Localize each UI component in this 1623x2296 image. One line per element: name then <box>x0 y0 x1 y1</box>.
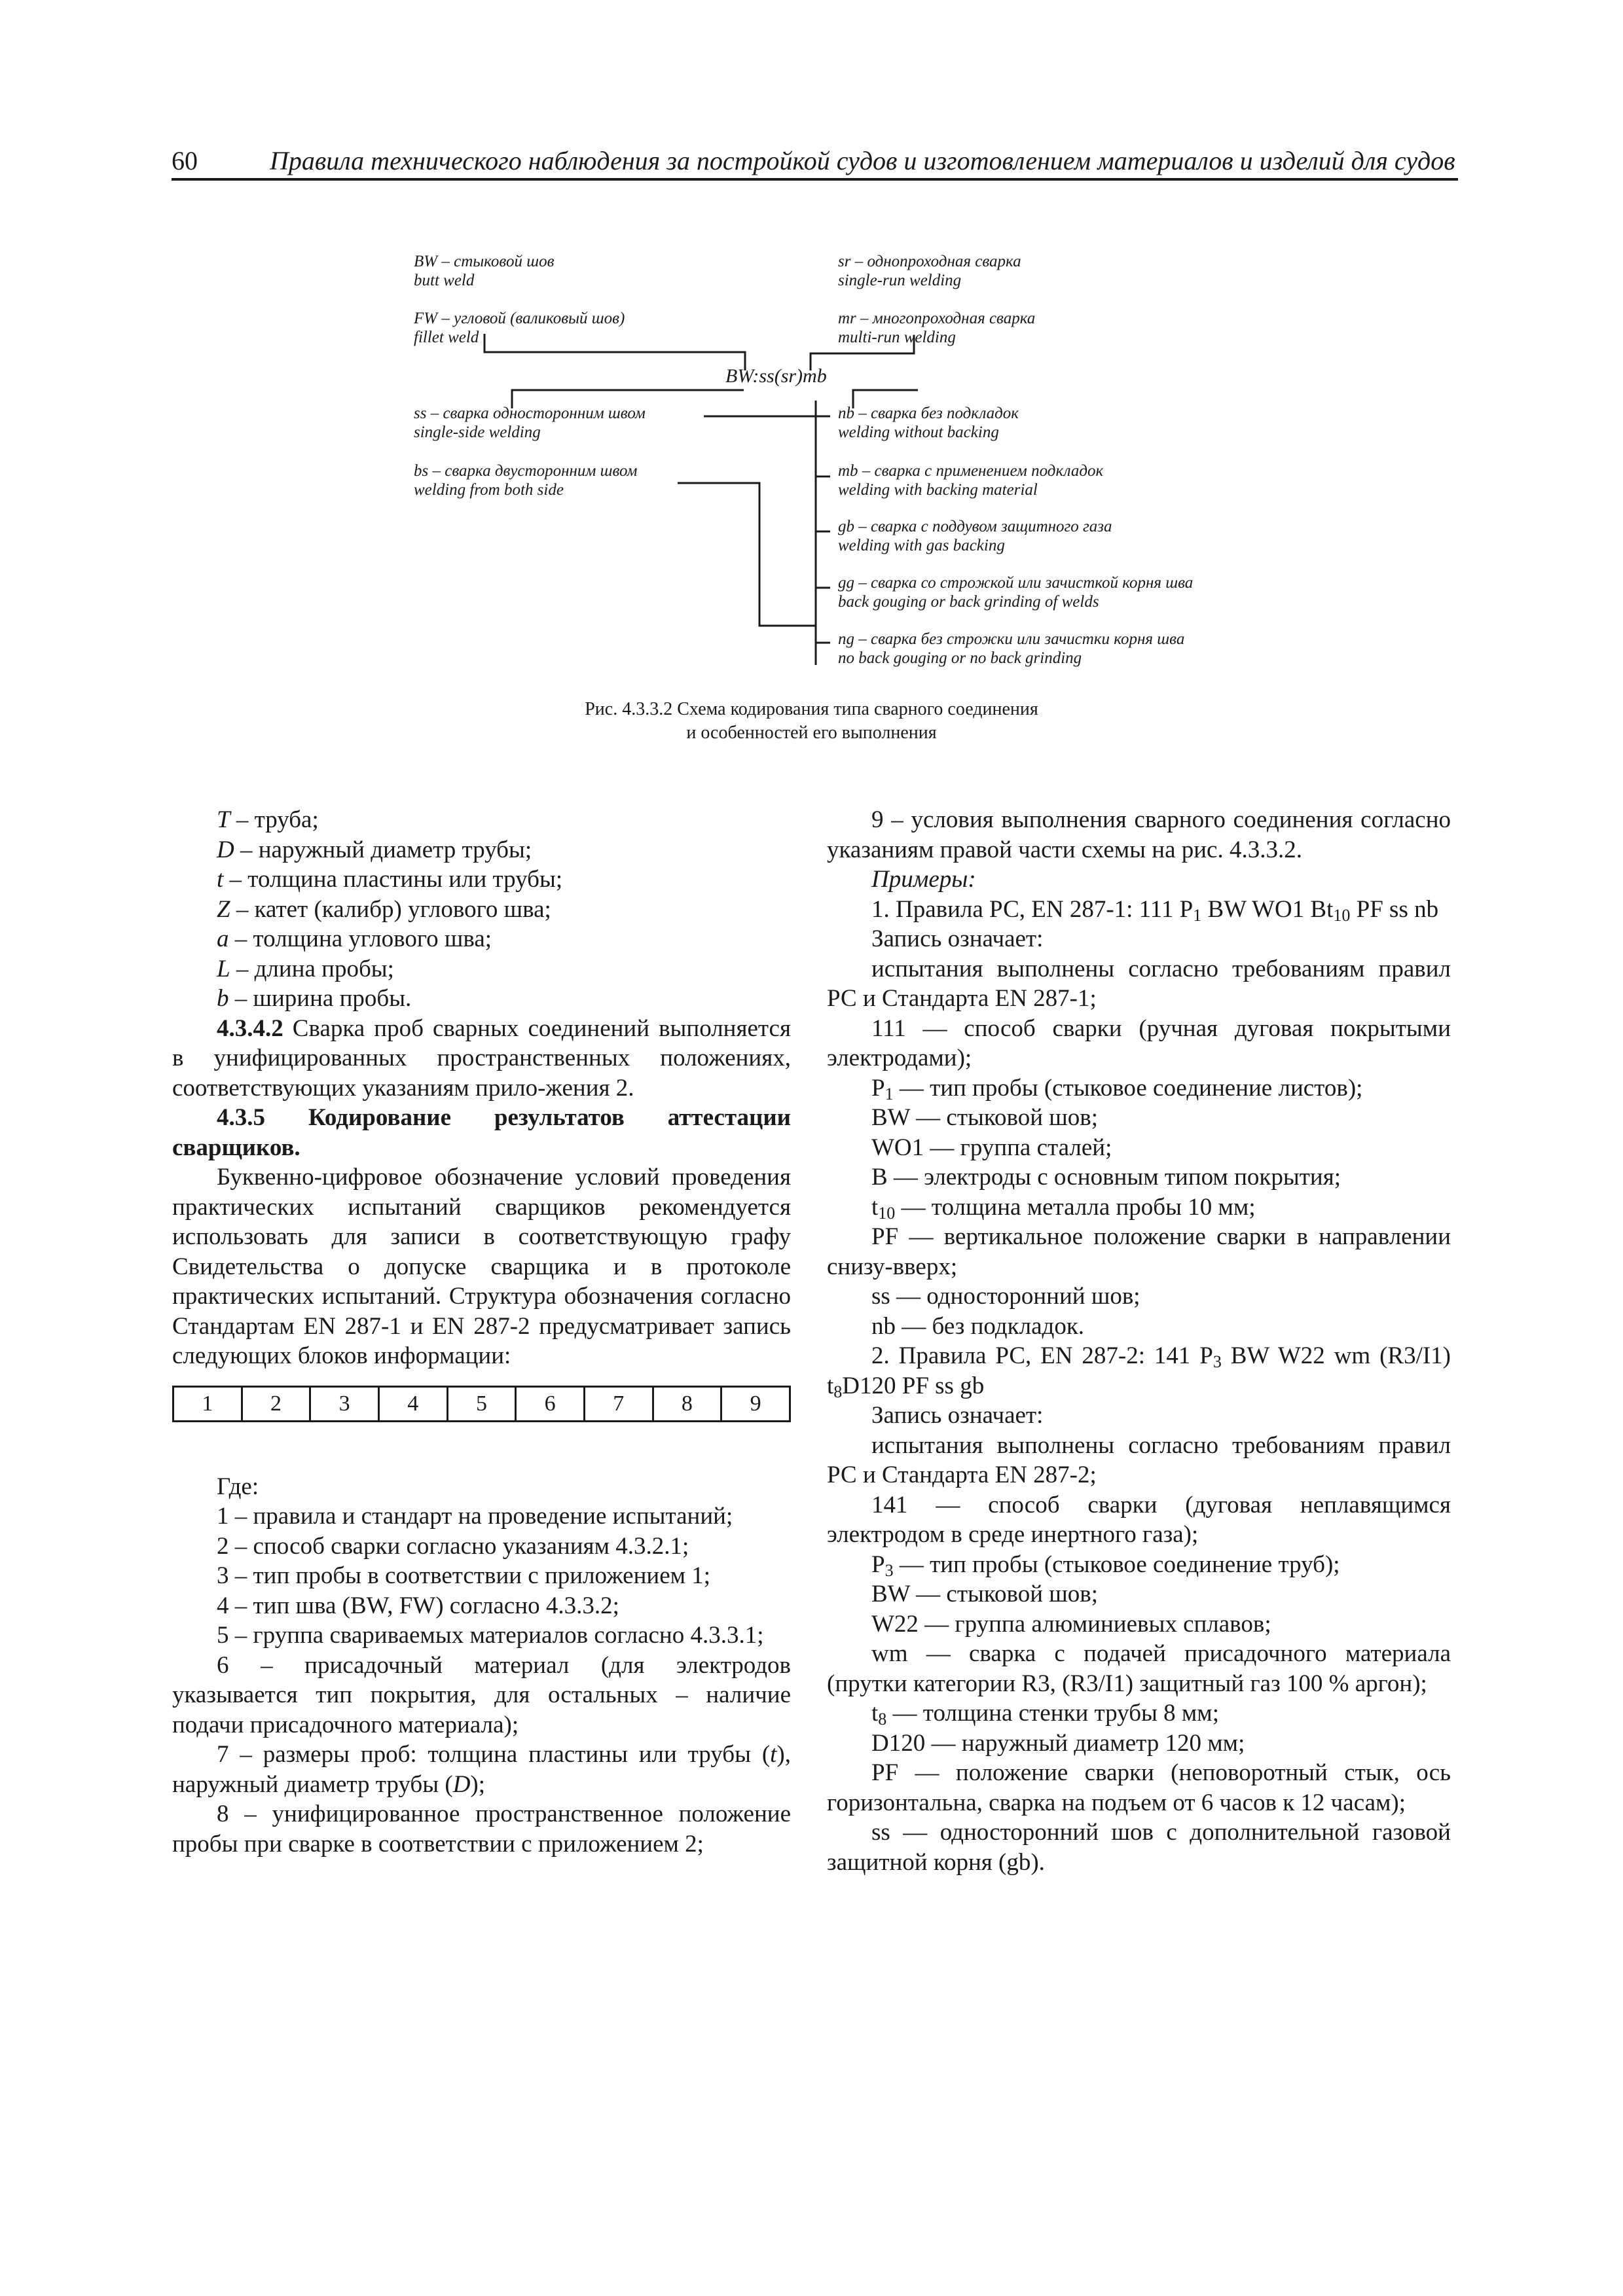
example-line: испытания выполнены согласно требованиям правил РС и Стандарта EN 287-1; <box>827 955 1451 1012</box>
definition-line: L – длина пробы; <box>217 955 394 982</box>
diagram-label-sr: sr – однопроходная сварка single-run welding <box>838 253 1021 289</box>
table-cell: 5 <box>447 1386 516 1421</box>
example-line: WO1 — группа сталей; <box>871 1134 1112 1161</box>
definition-line: Z – катет (калибр) углового шва; <box>217 895 551 923</box>
table-cell: 4 <box>378 1386 447 1421</box>
record-means-label: Запись означает: <box>871 1402 1044 1429</box>
definition-line: t – толщина пластины или трубы; <box>217 866 563 893</box>
diagram-label-mr: mr – многопроходная сварка multi-run welding <box>838 310 1036 346</box>
example-line: BW — стыковой шов; <box>871 1104 1098 1131</box>
list-item: 8 – унифицированное пространственное положение пробы при сварке в соответствии с приложением 2; <box>172 1801 791 1857</box>
right-column <box>827 805 1451 1877</box>
diagram-label-bs: bs – сварка двусторонним швом welding from both side <box>414 462 638 499</box>
diagram-label-fw: FW – угловой (валиковый шов) fillet weld <box>414 310 625 346</box>
table-cell: 9 <box>721 1386 790 1421</box>
page-number: 60 <box>172 146 198 175</box>
connector-bs <box>678 483 816 626</box>
figure-caption: Рис. 4.3.3.2 Схема кодирования типа сварного соединения и особенностей его выполнения <box>585 699 1038 743</box>
table-cell: 6 <box>516 1386 585 1421</box>
section-heading-4-3-5: 4.3.5 Кодирование результатов аттестации сварщиков. <box>172 1104 791 1161</box>
diagram-center-code: BW:ss(sr)mb <box>725 365 827 387</box>
definition-line: b – ширина пробы. <box>217 985 412 1012</box>
diagram-label-nb: nb – сварка без подкладок welding without backing <box>838 404 1019 441</box>
example-line: W22 — группа алюминиевых сплавов; <box>871 1610 1271 1638</box>
paragraph-intro: Буквенно-цифровое обозначение условий проведения практических испытаний сварщиков рекомендуется использовать для записи в соответствующую графу Свидетельства о допуске сварщика и в протоколе практических испытаний. Структура обозначения согласно Стандартам EN 287-1 и EN 287-2 предусматривает запись следующих блоков информации: <box>172 1164 791 1369</box>
list-item: 2 – способ сварки согласно указаниям 4.3.2.1; <box>217 1532 689 1560</box>
diagram-label-bw: BW – стыковой шов butt weld <box>414 253 555 289</box>
example-line: ss — односторонний шов; <box>871 1283 1140 1310</box>
definition-line: T – труба; <box>217 806 319 833</box>
list-item: 5 – группа свариваемых материалов согласно 4.3.3.1; <box>217 1622 764 1649</box>
example-line: B — электроды с основным типом покрытия; <box>871 1164 1341 1191</box>
definition-line: a – толщина углового шва; <box>217 925 492 952</box>
table-cell: 8 <box>653 1386 721 1421</box>
example-line: $P_3$ — тип пробы (стыковое соединение труб); <box>871 1551 1340 1580</box>
example-line: PF — вертикальное положение сварки в направлении снизу-вверх; <box>827 1223 1451 1280</box>
list-item: 9 – условия выполнения сварного соединения согласно указаниям правой части схемы на рис. 4.3.3.2. <box>827 806 1451 863</box>
paragraph-4-3-4-2: 4.3.4.2 Сварка проб сварных соединений выполняется в унифицированных пространственных положениях, соответствующих указаниям прило-жения 2. <box>172 1014 791 1102</box>
example-line: $t_8$ — толщина стенки трубы 8 мм; <box>871 1700 1219 1729</box>
example-1-code: 1. Правила РС, EN 287-1: 111 $P_1$ BW WO1 $Bt_{10}$ PF ss nb <box>871 895 1439 925</box>
example-line: wm — сварка с подачей присадочного материала (прутки категории R3, (R3/I1) защитный газ 100 % аргон); <box>827 1640 1451 1697</box>
example-line: 141 — способ сварки (дуговая неплавящимся электродом в среде инертного газа); <box>827 1491 1451 1548</box>
list-item: 3 – тип пробы в соответствии с приложением 1; <box>217 1562 711 1589</box>
example-line: nb — без подкладок. <box>871 1312 1085 1340</box>
list-item: 7 – размеры проб: толщина пластины или трубы (t), наружный диаметр трубы (D); <box>172 1741 791 1798</box>
definition-line: D – наружный диаметр трубы; <box>217 836 532 863</box>
example-2-code: 2. Правила РС, EN 287-2: 141 $P_3$ BW W22 wm (R3/I1) $t_8D120$ PF ss gb <box>827 1342 1451 1401</box>
example-line: $t_{10}$ — толщина металла пробы 10 мм; <box>871 1193 1256 1223</box>
diagram-label-gb: gb – сварка с поддувом защитного газа welding with gas backing <box>838 518 1112 554</box>
where-label: Где: <box>217 1473 259 1500</box>
example-line: D120 — наружный диаметр 120 мм; <box>871 1729 1245 1757</box>
left-column <box>172 805 791 1859</box>
list-item: 4 – тип шва (BW, FW) согласно 4.3.3.2; <box>217 1592 619 1619</box>
example-line: ss — односторонний шов с дополнительной газовой защитной корня (gb). <box>827 1819 1451 1876</box>
info-blocks-table <box>172 1386 791 1422</box>
example-line: $P_1$ — тип пробы (стыковое соединение листов); <box>871 1074 1363 1103</box>
table-cell: 7 <box>584 1386 653 1421</box>
list-item: 6 – присадочный материал (для электродов указывается тип покрытия, для остальных – наличие подачи присадочного материала); <box>172 1651 791 1738</box>
table-cell: 1 <box>173 1386 242 1421</box>
diagram-label-gg: gg – сварка со строжкой или зачисткой корня шва back gouging or back grinding of welds <box>838 574 1194 611</box>
diagram-label-mb: mb – сварка с применением подкладок welding with backing material <box>838 462 1104 499</box>
table-cell: 3 <box>310 1386 379 1421</box>
example-line: 111 — способ сварки (ручная дуговая покрытыми электродами); <box>827 1014 1451 1071</box>
diagram-label-ss: ss – сварка односторонним швом single-side welding <box>414 404 646 441</box>
running-header-title: Правила технического наблюдения за постройкой судов и изготовлением материалов и изделий для судов <box>270 146 1455 175</box>
diagram-connector-lines <box>0 0 1623 694</box>
diagram-label-ng: ng – сварка без строжки или зачистки корня шва no back gouging or no back grinding <box>838 630 1185 667</box>
examples-heading: Примеры: <box>871 866 976 893</box>
record-means-label: Запись означает: <box>871 925 1044 952</box>
example-line: BW — стыковой шов; <box>871 1581 1098 1607</box>
example-line: испытания выполнены согласно требованиям правил РС и Стандарта EN 287-2; <box>827 1431 1451 1488</box>
example-line: PF — положение сварки (неповоротный стык, ось горизонтальна, сварка на подъем от 6 часов к 12 часам); <box>827 1759 1451 1816</box>
table-cell: 2 <box>242 1386 310 1421</box>
list-item: 1 – правила и стандарт на проведение испытаний; <box>217 1503 733 1530</box>
